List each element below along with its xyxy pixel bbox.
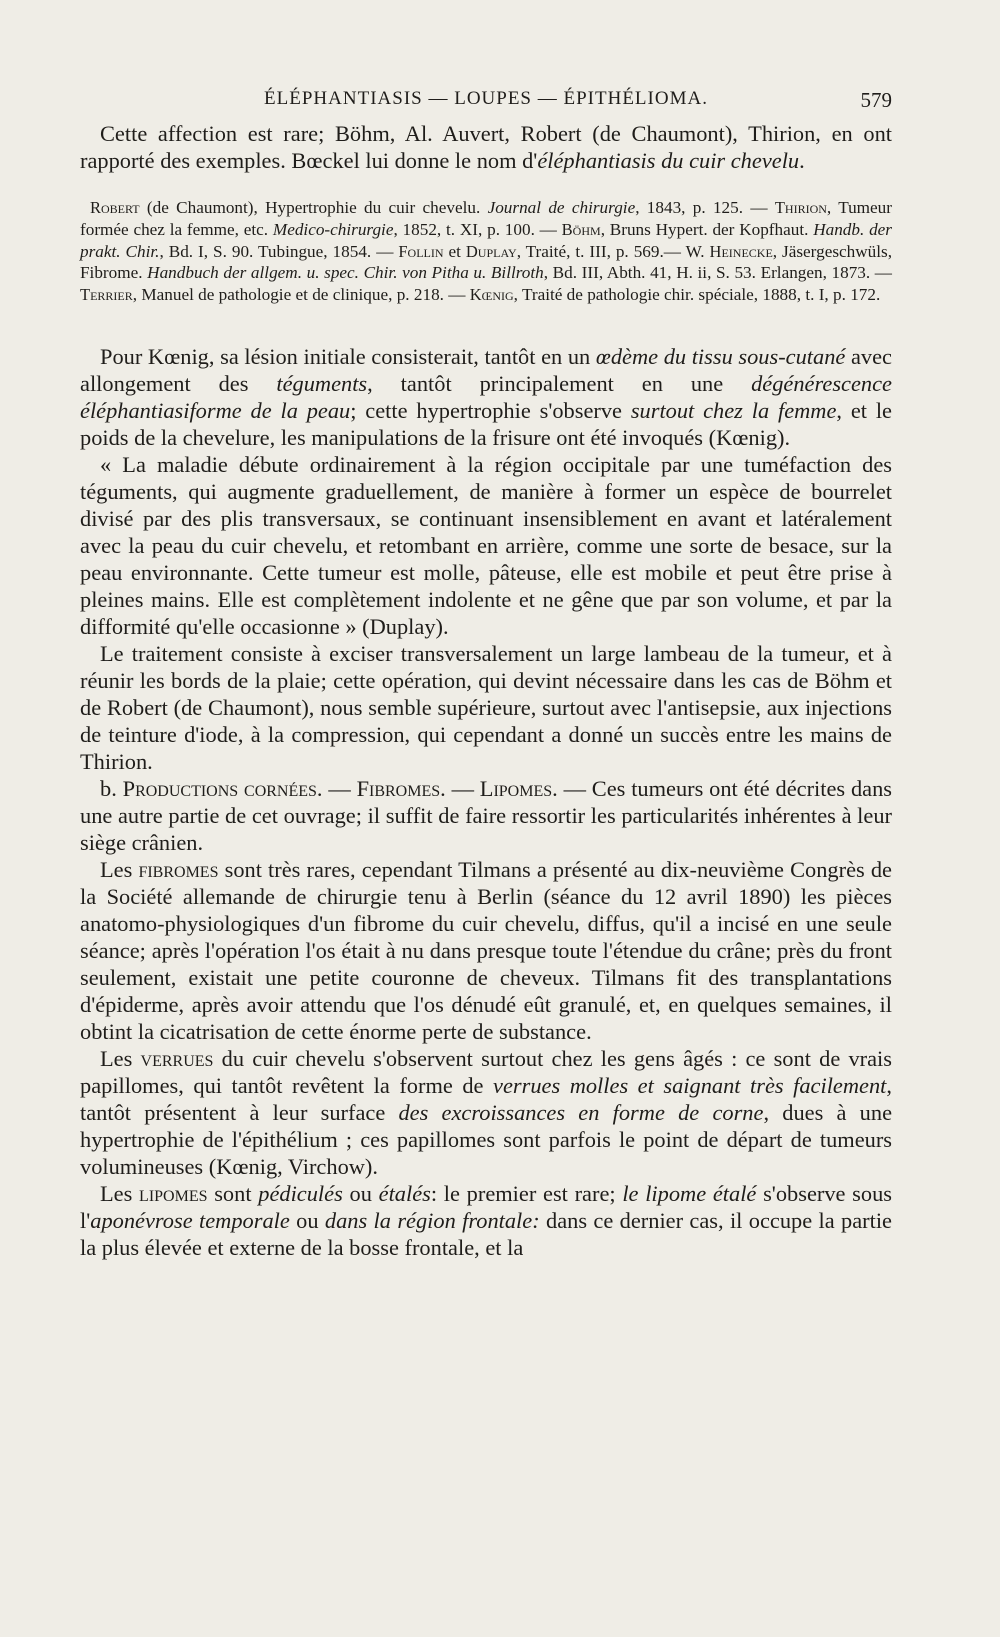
section-heading: Lipomes xyxy=(479,775,553,801)
ref-text: , Bruns Hypert. der Kopfhaut. xyxy=(600,219,814,239)
ref-author: Duplay xyxy=(465,241,517,261)
ref-author: Böhm xyxy=(561,219,601,239)
section-heading: Fibromes xyxy=(356,775,441,801)
keyword: verrues xyxy=(140,1045,214,1071)
ref-text: , Tumeur formée chez la femme, etc. xyxy=(80,198,892,239)
text-run: , tantôt principalement en une xyxy=(367,370,752,396)
section-heading: Productions cornées xyxy=(122,775,317,801)
text-run: Cette affection est rare; Böhm, Al. Auvert, Robert (de Chaumont), Thirion, en ont rapporté des exemples. Bœckel lui donne le nom d' xyxy=(80,121,892,173)
ref-text: et xyxy=(443,241,466,261)
italic-term: éléphantiasis du cuir chevelu xyxy=(537,148,800,173)
text-run: , et le poids de la chevelure, les manipulations de la frisure ont été invoqués (Kœnig). xyxy=(80,397,892,450)
italic-term: aponévrose temporale xyxy=(90,1207,290,1233)
italic-term: dans la région frontale: xyxy=(324,1207,540,1233)
ref-text: , 1852, t. XI, p. 100. — xyxy=(393,219,562,239)
ref-author: Terrier xyxy=(80,285,133,305)
italic-term: verrues molles et saignant très facilement xyxy=(493,1072,887,1098)
ref-author: Follin xyxy=(398,241,444,261)
paragraph-treatment: Le traitement consiste à exciser transversalement un large lambeau de la tumeur, et à réunir les bords de la plaie; cette opération, qui devint nécessaire dans les cas de Böhm et de Robert (de Chaumont), nous semble supérieure, surtout avec l'antisepsie, aux injections de teinture d'iode, à la compression, qui cependant a donné un succès entre les mains de Thirion. xyxy=(80,640,892,774)
page-number: 579 xyxy=(860,88,892,112)
bibliography-references xyxy=(80,197,892,306)
italic-term: œdème du tissu sous-cutané xyxy=(595,343,846,369)
ref-author: Heinecke xyxy=(709,241,773,261)
italic-term: étalés xyxy=(378,1180,431,1206)
text-run: Les xyxy=(100,1045,141,1071)
ref-text: , Jäsergeschwüls, Fibrome. xyxy=(80,241,892,283)
body-text xyxy=(80,120,892,1261)
italic-term: des excroissances en forme de corne xyxy=(398,1099,764,1125)
italic-term: le lipome étalé xyxy=(622,1180,757,1206)
ref-text: , 1843, p. 125. — xyxy=(635,198,775,217)
text-run: . — Ces tumeurs ont été décrites dans une autre partie de cet ouvrage; il suffit de faire ressortir les particularités inhérentes à leur siège crânien. xyxy=(80,775,892,855)
text-run: , tantôt présentent à leur surface xyxy=(80,1072,893,1125)
ref-journal: Handb. der prakt. Chir. xyxy=(80,219,892,261)
ref-text: , Manuel de pathologie et de clinique, p. 218. — xyxy=(132,285,470,305)
text-run: avec allongement des xyxy=(80,343,892,396)
text-run: . — xyxy=(440,775,480,801)
text-run: : le premier est rare; xyxy=(430,1180,623,1206)
keyword: lipomes xyxy=(139,1180,208,1206)
ref-text: (de Chaumont), Hypertrophie du cuir chevelu. xyxy=(139,198,488,217)
text-run: Les xyxy=(100,856,139,882)
text-run: b. xyxy=(100,775,123,801)
text-run: sont xyxy=(207,1180,259,1206)
text-run: du cuir chevelu s'observent surtout chez les gens âgés : ce sont de vrais papillomes, qui tantôt revêtent la forme de xyxy=(80,1045,892,1098)
text-run: ou xyxy=(289,1207,325,1233)
paragraph-fibromes xyxy=(80,856,892,1045)
text-run: sont très rares, cependant Tilmans a présenté au dix-neuvième Congrès de la Société allemande de chirurgie tenu à Berlin (séance du 12 avril 1890) les pièces anatomo-physiologiques d'un fibrome du cuir chevelu, diffus, qu'il a incisé en une seule séance; après l'opération l'os était à nu dans presque toute l'étendue du crâne; près du front seulement, existait une petite couronne de cheveux. Tilmans fit des transplantations d'épiderme, après avoir attendu que l'os dénudé eût granulé, et, en quelques semaines, il obtint la cicatrisation de cette énorme perte de substance. xyxy=(80,856,892,1044)
text-run: ; cette hypertrophie s'observe xyxy=(350,397,631,423)
text-run: . xyxy=(799,148,805,173)
paragraph-lipomes xyxy=(80,1180,892,1261)
paragraph-koenig xyxy=(80,343,892,451)
paragraph-verrues xyxy=(80,1045,892,1180)
paragraph-intro xyxy=(80,120,892,174)
text-run: s'observe sous l' xyxy=(80,1180,892,1233)
text-run: Les xyxy=(100,1180,140,1206)
ref-text: , Bd. III, Abth. 41, H. ii, S. 53. Erlangen, 1873. — xyxy=(543,263,892,283)
paragraph-duplay-quote: « La maladie débute ordinairement à la région occipitale par une tuméfaction des téguments, qui augmente graduellement, de manière à former un espèce de bourrelet divisé par des plis transversaux, se continuant insensiblement en avant et latéralement avec la peau du cuir chevelu, et retombant en arrière, comme une sorte de besace, sur la peau environnante. Cette tumeur est molle, pâteuse, elle est mobile et peut être prise à pleines mains. Elle est complètement indolente et ne gêne que par son volume, et par la difformité qu'elle occasionne » (Duplay). xyxy=(80,451,892,639)
text-run: ou xyxy=(342,1180,379,1206)
italic-term: téguments xyxy=(276,370,368,396)
text-run: . — xyxy=(316,775,357,801)
italic-term: surtout chez la femme xyxy=(630,397,837,423)
italic-term: dégénérescence éléphantiasiforme de la peau xyxy=(80,370,892,423)
ref-author: Kœnig xyxy=(469,285,514,305)
text-run: Pour Kœnig, sa lésion initiale consisterait, tantôt en un xyxy=(100,343,596,369)
keyword: fibromes xyxy=(138,856,219,882)
ref-text: , Traité de pathologie chir. spéciale, 1888, t. I, p. 172. xyxy=(513,285,881,305)
ref-text: , Bd. I, S. 90. Tubingue, 1854. — xyxy=(159,241,399,261)
ref-author: Thirion xyxy=(774,198,827,217)
italic-term: pédiculés xyxy=(258,1180,343,1206)
text-run: , dues à une hypertrophie de l'épithélium ; ces papillomes sont parfois le point de départ de tumeurs volumineuses (Kœnig, Virchow). xyxy=(80,1099,893,1179)
ref-text: , Traité, t. III, p. 569.— W. xyxy=(516,241,710,261)
ref-journal: Handbuch der allgem. u. spec. Chir. von Pitha u. Billroth xyxy=(147,263,544,283)
ref-author: Robert xyxy=(90,198,140,217)
page-header xyxy=(80,88,892,118)
running-title: ÉLÉPHANTIASIS — LOUPES — ÉPITHÉLIOMA. xyxy=(264,88,708,109)
ref-journal: Medico-chirurgie xyxy=(272,219,394,239)
text-run: dans ce dernier cas, il occupe la partie la plus élevée et externe de la bosse frontale, et la xyxy=(80,1207,892,1260)
ref-journal: Journal de chirurgie xyxy=(487,198,636,217)
paragraph-section-b xyxy=(80,775,892,856)
